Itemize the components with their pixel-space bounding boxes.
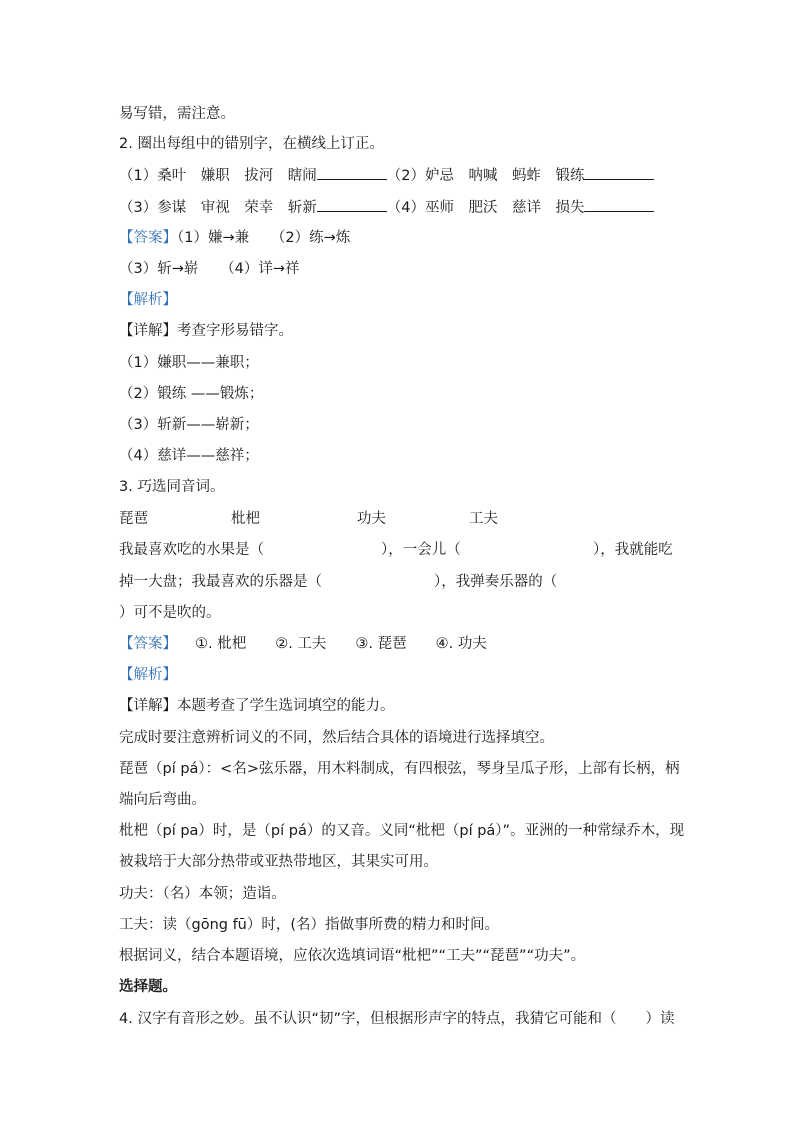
text-line: 琵琶（pí pá）：<名>弦乐器，用木料制成，有四根弦，琴身呈瓜子形，上部有长柄，柄 [119, 761, 680, 777]
fill-sentence-row-2 [119, 572, 679, 592]
answer-blank [584, 165, 654, 180]
word-choices-row [119, 509, 679, 529]
sentence-part: 掉一大盘；我最喜欢的乐器是（ [119, 574, 322, 590]
text-line: （2）锻练 ——锻炼； [119, 386, 264, 402]
answer-blank [584, 197, 654, 212]
sentence-part: ），我弹奏乐器的（ [434, 574, 558, 590]
answer-tag: 【答案】 [119, 230, 177, 246]
analysis-heading [119, 665, 177, 685]
sentence-part: 我最喜欢吃的水果是（ [119, 542, 264, 558]
answer-blank [317, 197, 387, 212]
text-line: 枇杷（pí pa）时，是（pí pá）的又音。义同“枇杷（pí pá）”。亚洲的一种常绿乔木，现 [119, 823, 685, 839]
group-4-words: （4）巫师 肥沃 慈详 损失 [386, 200, 585, 216]
section-heading: 选择题。 [119, 979, 177, 995]
text-line: 端向后弯曲。 [119, 792, 206, 808]
text-line: （1）嫌职——兼职； [119, 355, 259, 371]
word-choice: 枇杷 [231, 511, 260, 527]
detail-text: 考查字形易错字。 [177, 323, 293, 339]
detail-line [119, 321, 293, 341]
text-line: （3）斩新——崭新； [119, 417, 259, 433]
group-1-words: （1）桑叶 嫌职 拔河 瞎闹 [119, 168, 317, 184]
fill-sentence-row-3: ）可不是吹的。 [119, 605, 221, 621]
text-line: 工夫：读（gōng fū）时，(名）指做事所费的精力和时间。 [119, 917, 500, 933]
fill-sentence-row-1 [119, 540, 679, 560]
detail-text: 本题考查了学生选词填空的能力。 [177, 698, 395, 714]
word-choice: 工夫 [469, 511, 498, 527]
detail-line [119, 696, 395, 716]
answer-text: （1）嫌→兼 （2）练→炼 [177, 230, 351, 246]
analysis-tag: 【解析】 [119, 667, 177, 683]
analysis-tag: 【解析】 [119, 292, 177, 308]
answer-line-continued: （3）斩→崭 （4）详→祥 [119, 261, 300, 277]
detail-tag: 【详解】 [119, 698, 177, 714]
word-choice: 琵琶 [119, 511, 148, 527]
question-2-group-row-2 [119, 197, 654, 218]
sentence-part: ），一会儿（ [381, 542, 461, 558]
analysis-heading [119, 290, 177, 310]
answer-line [119, 228, 350, 248]
group-2-words: （2）妒忌 呐喊 蚂蚱 锻练 [386, 168, 585, 184]
word-choice: 功夫 [357, 511, 386, 527]
text-line: （4）慈详——慈祥； [119, 448, 259, 464]
text-line: 完成时要注意辨析词义的不同，然后结合具体的语境进行选择填空。 [119, 730, 554, 746]
text-line: 功夫：（名）本领；造诣。 [119, 886, 286, 902]
text-line: 被栽培于大部分热带或亚热带地区，其果实可用。 [119, 854, 438, 870]
answer-tag: 【答案】 [119, 636, 177, 652]
sentence-part: ），我就能吃 [593, 542, 673, 558]
answer-line [119, 634, 487, 654]
answer-blank [317, 165, 387, 180]
detail-tag: 【详解】 [119, 323, 177, 339]
question-4-prompt: 4. 汉字有音形之妙。虽不认识“韧”字，但根据形声字的特点，我猜它可能和（ ）读 [119, 1011, 675, 1027]
question-3-prompt: 3. 巧选同音词。 [119, 479, 225, 495]
text-line: 根据词义，结合本题语境，应依次选填词语“枇杷”“工夫”“琵琶”“功夫”。 [119, 948, 586, 964]
text-line: 易写错，需注意。 [119, 106, 235, 122]
answer-text: ①. 枇杷 ②. 工夫 ③. 琵琶 ④. 功夫 [195, 636, 487, 652]
question-2-prompt: 2. 圈出每组中的错别字，在横线上订正。 [119, 136, 384, 152]
group-3-words: （3）参谋 审视 荣幸 斩新 [119, 200, 317, 216]
question-2-group-row-1 [119, 165, 654, 186]
